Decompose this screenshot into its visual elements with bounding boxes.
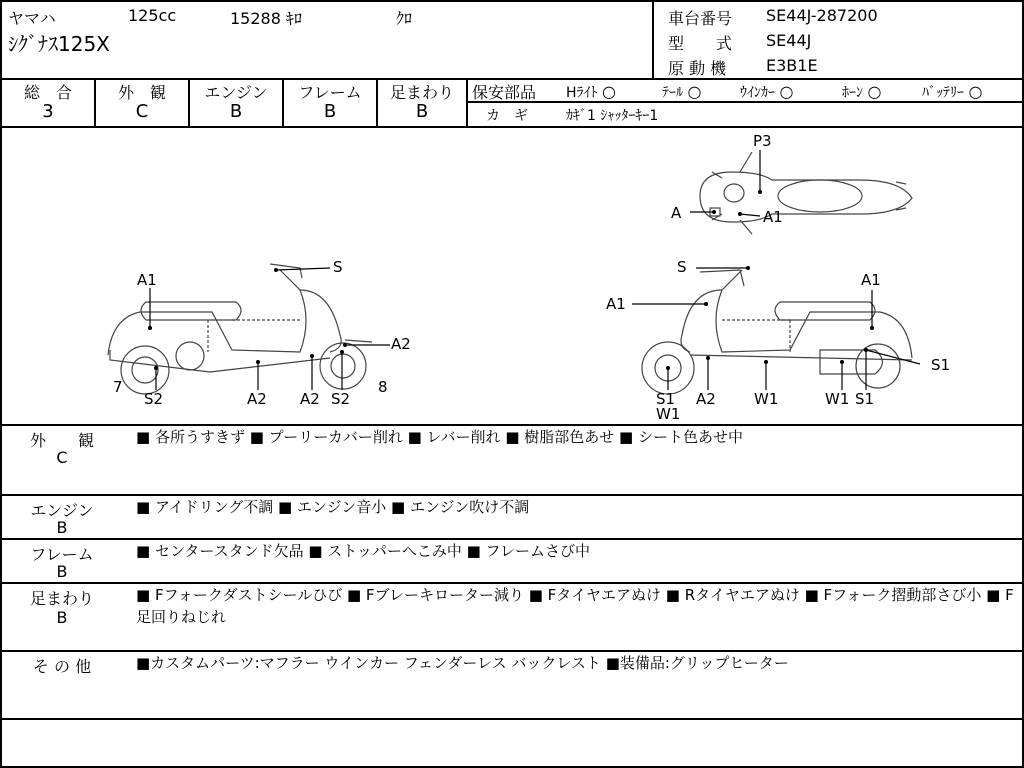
- section-grade: B: [56, 518, 68, 537]
- grade-frame-label: フレーム: [298, 83, 362, 102]
- label-left-a1: A1: [137, 271, 157, 289]
- label-right-a1: A1: [606, 295, 626, 313]
- model-name: ｼｸﾞﾅｽ125X: [8, 32, 110, 56]
- label-right-w1: W1: [754, 390, 779, 408]
- grade-exterior-value: C: [135, 101, 149, 122]
- section-grade: C: [56, 448, 68, 467]
- label-top-p3: P3: [753, 132, 772, 150]
- label-left-s2: S2: [144, 390, 164, 408]
- label-right-a2: A2: [696, 390, 716, 408]
- displacement: 125cc: [128, 6, 177, 25]
- label-right-s1: S1: [931, 356, 951, 374]
- grade-overall-value: 3: [42, 101, 54, 122]
- key-label: カ ギ: [486, 108, 528, 124]
- section-frame: [2, 540, 1022, 580]
- section-label: 足まわり: [29, 589, 94, 608]
- safety-winker: ｳｲﾝｶｰ ○: [740, 82, 794, 101]
- section-engine: [2, 496, 1022, 536]
- section-text: ■ センタースタンド欠品 ■ ストッパーへこみ中 ■ フレームさび中: [136, 542, 590, 560]
- mileage: 15288 ｷﾛ: [230, 9, 302, 28]
- label-right-s: S: [677, 258, 687, 276]
- label-right-w1: W1: [825, 390, 850, 408]
- section-label: フレーム: [30, 545, 94, 564]
- safety-horn: ﾎｰﾝ ○: [842, 82, 882, 101]
- color: ｸﾛ: [396, 9, 413, 28]
- engine-label: 原 動 機: [668, 59, 727, 78]
- section-exterior: [2, 426, 1022, 494]
- grade-engine-label: エンジン: [204, 83, 268, 102]
- safety-battery: ﾊﾞｯﾃﾘｰ ○: [922, 82, 983, 101]
- section-grade: B: [56, 608, 68, 627]
- frame-no: SE44J-287200: [766, 6, 878, 25]
- label-top-a: A: [671, 204, 682, 222]
- grade-overall-label: 総 合: [23, 83, 72, 102]
- section-label: 外 観: [29, 431, 94, 450]
- divider: [0, 718, 1024, 720]
- label-right-w1: W1: [656, 405, 681, 423]
- engine-value: E3B1E: [766, 56, 818, 75]
- label-left-a2: A2: [300, 390, 320, 408]
- safety-headlight: Hﾗｲﾄ ○: [566, 82, 616, 101]
- label-top-a1: A1: [763, 208, 783, 226]
- label-right-s1: S1: [855, 390, 875, 408]
- section-text: ■ アイドリング不調 ■ エンジン音小 ■ エンジン吹け不調: [136, 498, 530, 516]
- grade-exterior-label: 外 観: [117, 83, 166, 102]
- grade-suspension-value: B: [415, 101, 429, 122]
- section-suspension: [2, 584, 1022, 648]
- section-label: エンジン: [30, 501, 94, 520]
- label-right-a1: A1: [861, 271, 881, 289]
- section-text: ■カスタムパーツ:マフラー ウインカー フェンダーレス バックレスト ■装備品:グリップヒーター: [136, 654, 789, 672]
- label-left-a2: A2: [247, 390, 267, 408]
- label-left-8: 8: [378, 378, 388, 396]
- key-value: ｶｷﾞ1 ｼｬｯﾀｰｷｰ1: [566, 108, 659, 124]
- section-text: ■ Fフォークダストシールひび ■ Fブレーキローター減り ■ Fタイヤエアぬけ ■ Rタイヤエアぬけ ■ Fフォーク摺動部さび小 ■ F足回りねじれ: [136, 586, 1014, 626]
- grade-suspension-label: 足まわり: [389, 83, 454, 102]
- type-value: SE44J: [766, 31, 812, 50]
- label-left-7: 7: [113, 378, 123, 396]
- safety-label: 保安部品: [472, 83, 537, 102]
- safety-tail: ﾃｰﾙ ○: [662, 82, 702, 101]
- label-right-s1: S1: [656, 390, 676, 408]
- type-label: 型 式: [668, 34, 733, 53]
- maker: ヤマハ: [8, 9, 56, 28]
- section-text: ■ 各所うすきず ■ プーリーカバー削れ ■ レバー削れ ■ 樹脂部色あせ ■ シート色あせ中: [136, 428, 743, 446]
- grade-frame-value: B: [323, 101, 337, 122]
- label-left-s2: S2: [331, 390, 351, 408]
- section-grade: B: [56, 562, 68, 581]
- section-other: [2, 652, 1022, 718]
- grade-engine-value: B: [229, 101, 243, 122]
- frame-no-label: 車台番号: [668, 9, 733, 28]
- label-left-s: S: [333, 258, 343, 276]
- label-left-a2: A2: [391, 335, 411, 353]
- section-label: そ の 他: [32, 657, 92, 676]
